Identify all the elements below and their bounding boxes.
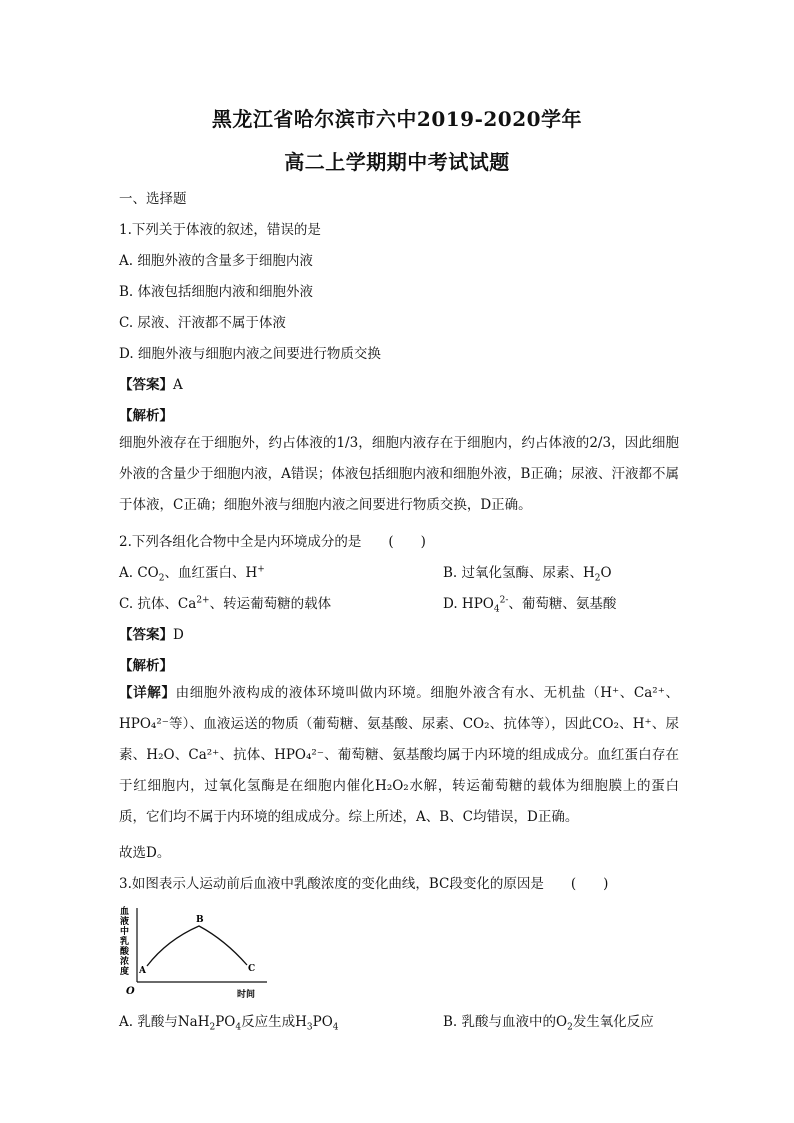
- q2-detail: [119, 678, 679, 833]
- q2-answer-value: D: [173, 627, 184, 643]
- q1-option-c: C. 尿液、汗液都不属于体液: [119, 315, 286, 331]
- point-a-label: A: [139, 966, 146, 976]
- document-title-line1: 黑龙江省哈尔滨市六中2019-2020学年: [211, 107, 583, 131]
- q2-analysis-label: 【解析】: [119, 658, 173, 674]
- q1-answer-value: A: [173, 377, 183, 393]
- q3-a-text4: PO: [312, 1014, 333, 1030]
- q3-a-sub4: 4: [332, 1022, 339, 1033]
- q2-d-sub: 4: [493, 604, 500, 615]
- q2-d-sup: 2-: [499, 595, 509, 606]
- y-label-char-7: 度: [120, 967, 130, 977]
- q1-option-b: B. 体液包括细胞内液和细胞外液: [119, 284, 314, 300]
- q3-b-text2: 发生氧化反应: [572, 1014, 654, 1030]
- q1-analysis-label: 【解析】: [119, 408, 173, 424]
- q2-b-text2: O: [600, 565, 612, 581]
- y-label-char-1: 血: [120, 907, 130, 917]
- q1-answer-label: 【答案】: [119, 377, 173, 393]
- q2-detail-label: 【详解】: [119, 685, 176, 701]
- y-label-char-4: 乳: [120, 937, 130, 947]
- point-c-label: C: [248, 964, 256, 974]
- q3-a-text2: PO: [215, 1014, 236, 1030]
- origin-label: O: [126, 986, 135, 997]
- y-label-char-2: 液: [120, 917, 130, 927]
- q1-answer: [119, 373, 183, 393]
- q2-a-sub: 2: [158, 573, 165, 584]
- x-axis-label: 时间: [237, 990, 256, 1000]
- q2-option-c: [119, 592, 331, 612]
- q2-a-sup: +: [257, 564, 265, 575]
- q2-option-b: [443, 561, 612, 584]
- q2-answer-label: 【答案】: [119, 627, 173, 643]
- q2-b-sub: 2: [594, 573, 601, 584]
- q2-d-text2: 、葡萄糖、氨基酸: [508, 596, 617, 612]
- q3-stem: 3.如图表示人运动前后血液中乳酸浓度的变化曲线，BC段变化的原因是 ( ): [119, 876, 609, 892]
- section-heading: 一、选择题: [119, 191, 187, 207]
- q1-option-d: D. 细胞外液与细胞内液之间要进行物质交换: [119, 346, 381, 362]
- q2-a-text1: A. CO: [119, 565, 159, 581]
- q2-option-a: [119, 561, 265, 584]
- q3-a-text1: A. 乳酸与NaH: [119, 1014, 210, 1030]
- lactate-curve: [147, 926, 247, 966]
- q2-c-sup: 2+: [196, 595, 210, 606]
- q1-option-a: A. 细胞外液的含量多于细胞内液: [119, 253, 313, 269]
- q2-stem: 2.下列各组化合物中全是内环境成分的是 ( ): [119, 534, 426, 550]
- q3-option-b: [443, 1010, 654, 1033]
- document-title-line2: 高二上学期期中考试试题: [284, 150, 510, 174]
- q1-stem: 1.下列关于体液的叙述，错误的是: [119, 222, 321, 238]
- q2-answer: [119, 623, 184, 643]
- q3-b-sub: 2: [567, 1022, 573, 1033]
- q3-a-sub3: 3: [306, 1022, 313, 1033]
- q2-option-d: [443, 592, 616, 615]
- q2-b-text1: B. 过氧化氢酶、尿素、H: [443, 565, 595, 581]
- q2-a-text2: 、血红蛋白、H: [164, 565, 258, 581]
- q3-a-text3: 反应生成H: [241, 1014, 307, 1030]
- y-label-char-6: 浓: [120, 957, 130, 967]
- point-b-label: B: [196, 915, 204, 925]
- y-label-char-3: 中: [120, 927, 130, 937]
- lactate-curve-figure: [117, 900, 277, 1005]
- q2-conclusion: 故选D。: [119, 845, 171, 861]
- q2-c-text2: 、转运葡萄糖的载体: [209, 596, 332, 612]
- y-axis-label: [120, 905, 132, 977]
- q2-c-text1: C. 抗体、Ca: [119, 596, 197, 612]
- q3-option-a: [119, 1010, 339, 1033]
- q3-b-text1: B. 乳酸与血液中的O: [443, 1014, 568, 1030]
- q1-analysis-text: 细胞外液存在于细胞外，约占体液的1/3，细胞内液存在于细胞内，约占体液的2/3，因此细胞外液的含量少于细胞内液，A错误；体液包括细胞内液和细胞外液，B正确；尿液、汗液都不属于体液，C正确；细胞外液与细胞内液之间要进行物质交换，D正确。: [119, 435, 679, 513]
- q3-a-sub1: 2: [209, 1022, 216, 1033]
- y-label-char-5: 酸: [120, 947, 130, 957]
- q2-detail-text: 由细胞外液构成的液体环境叫做内环境。细胞外液含有水、无机盐（H⁺、Ca²⁺、HPO₄²⁻等）、血液运送的物质（葡萄糖、氨基酸、尿素、CO₂、抗体等），因此CO₂、H⁺、尿素、H₂O、Ca²⁺、抗体、HPO₄²⁻、葡萄糖、氨基酸均属于内环境的组成成分。血红蛋白存在于红细胞内，过氧化氢酶是在细胞内催化H₂O₂水解，转运葡萄糖的载体为细胞膜上的蛋白质，它们均不属于内环境的组成成分。综上所述，A、B、C均错误，D正确。: [119, 685, 679, 825]
- q2-d-text1: D. HPO: [443, 596, 494, 612]
- q3-a-sub2: 4: [235, 1022, 242, 1033]
